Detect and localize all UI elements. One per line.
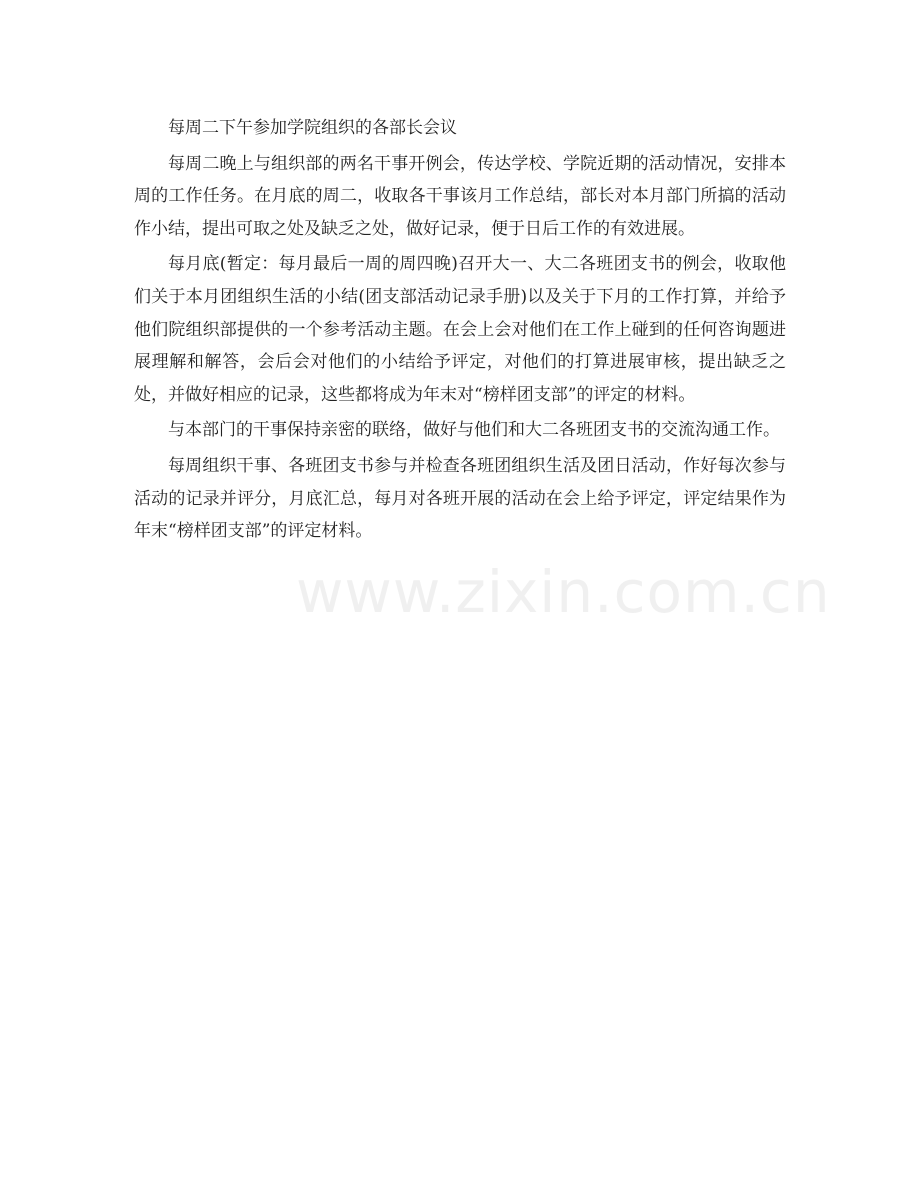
paragraph-5: 每周组织干事、各班团支书参与并检查各班团组织生活及团日活动，作好每次参与活动的记录并评分，月底汇总，每月对各班开展的活动在会上给予评定，评定结果作为年末“榜样团支部”的评定材料。 bbox=[134, 455, 786, 542]
paragraph-4: 与本部门的干事保持亲密的联络，做好与他们和大二各班团支书的交流沟通工作。 bbox=[168, 420, 780, 441]
document-body bbox=[134, 112, 786, 551]
paragraph-3: 每月底(暂定：每月最后一周的周四晚)召开大一、大二各班团支书的例会，收取他们关于本月团组织生活的小结(团支部活动记录手册)以及关于下月的工作打算，并给予他们院组织部提供的一个参考活动主题。在会上会对他们在工作上碰到的任何咨询题进展理解和解答，会后会对他们的小结给予评定，对他们的打算进展审核，提出缺乏之处，并做好相应的记录，这些都将成为年末对“榜样团支部”的评定的材料。 bbox=[134, 254, 786, 405]
paragraph-1: 每周二下午参加学院组织的各部长会议 bbox=[168, 118, 457, 138]
watermark: www.zixin.com.cn bbox=[296, 558, 831, 626]
paragraph-2: 每周二晚上与组织部的两名干事开例会，传达学校、学院近期的活动情况，安排本周的工作任务。在月底的周二，收取各干事该月工作总结，部长对本月部门所搞的活动作小结，提出可取之处及缺乏之处，做好记录，便于日后工作的有效进展。 bbox=[134, 153, 786, 239]
